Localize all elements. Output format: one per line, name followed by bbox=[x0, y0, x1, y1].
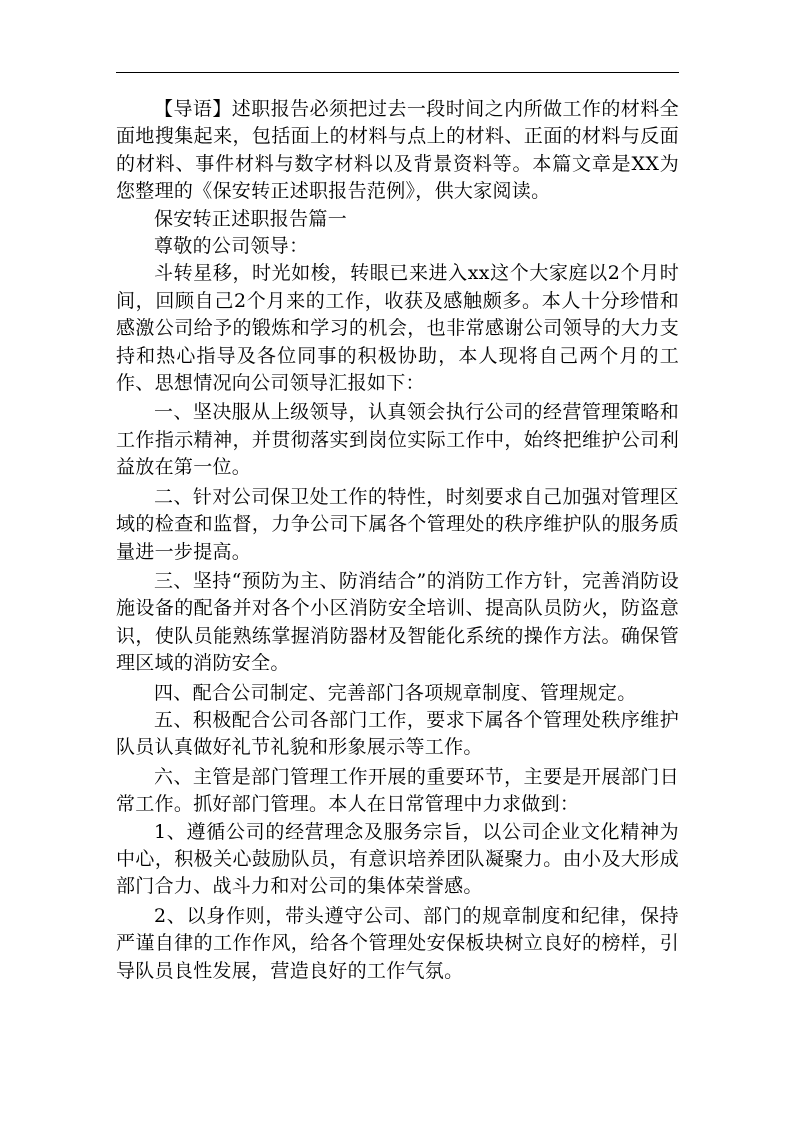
item-paragraph: 二、针对公司保卫处工作的特性，时刻要求自己加强对管理区域的检查和监督，力争公司下属各个管理处的秩序维护队的服务质量进一步提高。 bbox=[116, 485, 679, 563]
report-title: 保安转正述职报告篇一 bbox=[154, 207, 348, 230]
item-paragraph: 三、坚持“预防为主、防消结合”的消防工作方针，完善消防设施设备的配备并对各个小区消防安全培训、提高队员防火，防盗意识，使队员能熟练掌握消防器材及智能化系统的操作方法。确保管理区域的消防安全。 bbox=[116, 569, 679, 675]
document-body bbox=[116, 96, 679, 985]
sub-item-paragraph: 2、以身作则，带头遵守公司、部门的规章制度和纪律，保持严谨自律的工作作风，给各个管理处安保板块树立良好的榜样，引导队员良性发展，营造良好的工作气氛。 bbox=[116, 904, 679, 982]
intro-paragraph: 【导语】述职报告必须把过去一段时间之内所做工作的材料全面地搜集起来，包括面上的材料与点上的材料、正面的材料与反面的材料、事件材料与数字材料以及背景资料等。本篇文章是XX为您整理的《保安转正述职报告范例》，供大家阅读。 bbox=[116, 98, 679, 203]
item-paragraph: 五、积极配合公司各部门工作，要求下属各个管理处秩序维护队员认真做好礼节礼貌和形象展示等工作。 bbox=[116, 708, 679, 759]
header-rule bbox=[116, 72, 679, 73]
salutation: 尊敬的公司领导： bbox=[154, 235, 309, 258]
item-paragraph: 六、主管是部门管理工作开展的重要环节，主要是开展部门日常工作。抓好部门管理。本人在日常管理中力求做到： bbox=[116, 765, 679, 816]
opening-paragraph: 斗转星移，时光如梭，转眼已来进入xx这个大家庭以2个月时间，回顾自己2个月来的工作，收获及感触颇多。本人十分珍惜和感激公司给予的锻炼和学习的机会，也非常感谢公司领导的大力支持和热心指导及各位同事的积极协助，本人现将自己两个月的工作、思想情况向公司领导汇报如下： bbox=[116, 262, 679, 395]
sub-item-paragraph: 1、遵循公司的经营理念及服务宗旨，以公司企业文化精神为中心，积极关心鼓励队员，有意识培养团队凝聚力。由小及大形成部门合力、战斗力和对公司的集体荣誉感。 bbox=[116, 820, 679, 898]
item-paragraph: 四、配合公司制定、完善部门各项规章制度、管理规定。 bbox=[154, 681, 637, 704]
item-paragraph: 一、坚决服从上级领导，认真领会执行公司的经营管理策略和工作指示精神，并贯彻落实到岗位实际工作中，始终把维护公司利益放在第一位。 bbox=[116, 401, 679, 479]
